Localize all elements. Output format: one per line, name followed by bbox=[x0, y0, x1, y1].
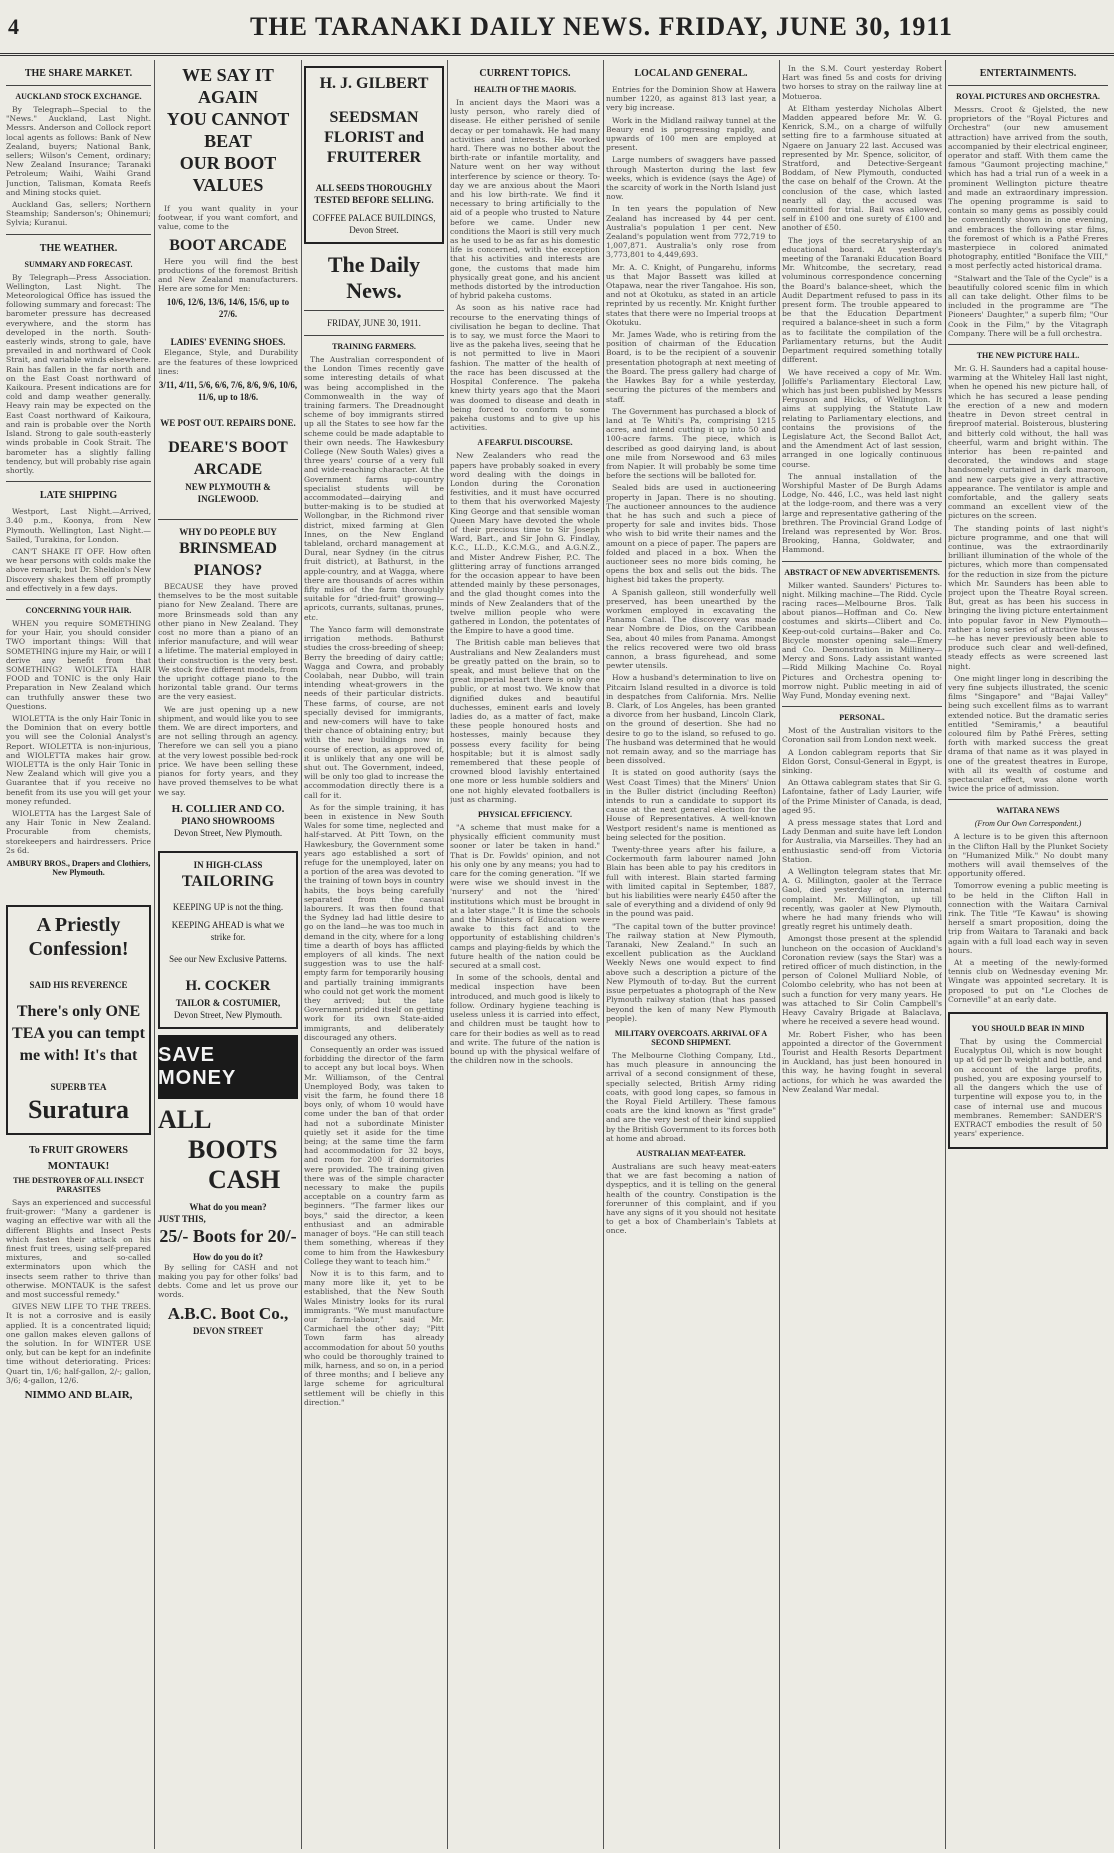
priestly-line1: A Priestly bbox=[36, 914, 121, 937]
say-again: WE SAY IT AGAIN bbox=[182, 65, 274, 107]
abstract-heading: ABSTRACT OF NEW ADVERTISEMENTS. bbox=[784, 567, 940, 577]
column-1: THE SHARE MARKET. AUCKLAND STOCK EXCHANGE. By Telegraph—Special to the "News." Auckland, Last Night. Messrs. Anderson and Collock report local agents as follows: Bank of New Zealand, buyers; National Bank, sellers; Wilson's Cement, ordinary; New Zealand Insurance; Taranaki Petroleum; Waihi, Waihi Grand Junction, Talisman, Komata Reefs and Mining stocks quiet. Auckland Gas, sellers; Northern Steamship; Sanderson's; Ohinemuri; Sylvia; Kuranui. THE WEATHER. SUMMARY AND FORECAST. By Telegraph—Press Association. Wellington, Last Night. The Meteorological Office has issued the following summary and forecast: The barometer pressure has decreased everywhere, and the storm has developed in the north. South-easterly winds, strong to gale, have prevailed in and northward of Cook Strait, and variable winds elsewhere. Rain has fallen in the far north and on the East Coast northward of Kaikoura. Present indications are for cold and damp weather generally. Heavy rain may be expected on the East Coast northward of Kaikoura, and rain is probable over the North Island. Strong to gale south-easterly winds probable in Cook Strait. The barometer has a slightly falling tendency, but will probably rise again shortly. LATE SHIPPING Westport, Last Night.—Arrived, 3.40 p.m., Koonya, from New Plymouth. Wellington, Last Night.—Sailed, Turakina, for London. CAN'T SHAKE IT OFF. How often we hear persons with colds make the above remark; but Dr. Sheldon's New Discovery shakes them off promptly and effectively in a few days. CONCERNING YOUR HAIR. WHEN you require SOMETHING for your Hair, you should consider TWO important things: Will that SOMETHING injure my Hair, or will I derive any benefit from that SOMETHING? WIOLETTA HAIR FOOD and TONIC is the only Hair Preparation in New Zealand which can truthfully answer these two Questions. WIOLETTA is the only Hair Tonic in the Dominion that on every bottle you will see the Colonial Analyst's Report. WIOLETTA is non-injurious, and WIOLETTA makes hair grow. WIOLETTA is the only Hair Tonic in New Zealand which will give you a Guarantee that if you receive no benefit from its use you will get your money refunded. WIOLETTA has the Largest Sale of any Hair Tonic in New Zealand. Procurable from chemists, storekeepers and hairdressers. Price 2s 6d. AMBURY BROS., Drapers and Clothiers, New Plymouth. A Priestly Confession! SAID HIS REVERENCE There's only ONE TEA you can tempt me with! It's that SUPERB TEA Suratura To FRUIT GROWERS MONTAUK! THE DESTROYER OF ALL INSECT PARASITES Says an experienced and successful fruit-grower: "Many a gardener is waging an effective war with all the different Blights and Insect Pests which fasten their attack on his finest fruit trees, using self-prepared mixtures, and so-called exterminators upon which the insects seem rather to thrive than otherwise. MONTAUK is the safest and most successful remedy." GIVES NEW LIFE TO THE TREES. It is not a corrosive and is easily applied. It is a concentrated liquid; one gallon makes eleven gallons of the solution. In for WINTER USE only, but can be kept for an indefinite time without deteriorating. Prices: Quart tin, 1/6; half-gallon, 2/-; gallon, 3/6; 4-gallon, 12/6. NIMMO AND BLAIR, bbox=[6, 68, 151, 1402]
priestly-line2: Confession! bbox=[28, 938, 129, 961]
superb-tea: SUPERB TEA bbox=[50, 1082, 107, 1093]
fearful-heading: A FEARFUL DISCOURSE. bbox=[477, 438, 573, 448]
current-topics-heading: CURRENT TOPICS. bbox=[479, 68, 571, 79]
patterns: See our New Exclusive Patterns. bbox=[169, 953, 287, 964]
ladies-prices: 3/11, 4/11, 5/6, 6/6, 7/6, 8/6, 9/6, 10/6, 11/6, up to 18/6. bbox=[158, 380, 298, 403]
newspaper-title: THE TARANAKI DAILY NEWS. FRIDAY, JUNE 30, 1911 bbox=[250, 12, 953, 41]
price-offer: 25/- Boots for 20/- bbox=[159, 1225, 297, 1246]
save-money-banner: SAVE MONEY bbox=[158, 1035, 298, 1099]
fruit-growers-heading: To FRUIT GROWERS bbox=[29, 1145, 128, 1157]
training-heading: TRAINING FARMERS. bbox=[332, 342, 416, 351]
late-shipping-heading: LATE SHIPPING bbox=[39, 490, 118, 502]
boot-arcade-title: BOOT ARCADE bbox=[169, 236, 287, 254]
gilbert-title: H. J. GILBERT bbox=[319, 75, 429, 92]
suratura-ad bbox=[6, 905, 151, 1135]
what-do-you-mean: What do you mean? bbox=[189, 1201, 267, 1212]
nimmo-blair: NIMMO AND BLAIR, bbox=[24, 1389, 133, 1402]
cocker-title: H. COCKER bbox=[185, 977, 271, 994]
showrooms: PIANO SHOWROOMS bbox=[181, 815, 275, 826]
own-correspondent: (From Our Own Correspondent.) bbox=[974, 819, 1082, 829]
editorial-date: FRIDAY, JUNE 30, 1911. bbox=[327, 318, 421, 328]
column-5: LOCAL AND GENERAL. Entries for the Dominion Show at Hawera number 1220, as against 813 last year, a very big increase. Work in the Midland railway tunnel at the Beaury end is progressing rapidly, and upwards of 100 men are employed at present. Large numbers of swaggers have passed through Masterton during the last few weeks, which is evidence (says the Age) of the scarcity of work in the North Island just now. In ten years the population of New Zealand has increased by 44 per cent. Australia's population 1 per cent. New Zealand's population went from 772,719 to 1,007,871. Australia's only rose from 3,773,801 to 4,449,693. Mr. A. C. Knight, of Pungarehu, informs us that Major Bassett was killed at Otapawa, near the river Tangahoe. His son, and not at Okotuku, as stated in an article reprinted by us recently. Mr. Knight further states that there were no Imperial troops at Okotuku. Mr. James Wade, who is retiring from the position of chairman of the Education Board, is to be the recipient of a souvenir presentation photograph at next meeting of the Board. The press gallery had charge of the Hawkes Bay for a while yesterday, securing the pictures of the members and staff. The Government has purchased a block of land at Te Whiti's Pa, comprising 1215 acres, and intend cutting it up into 50 and 100-acre farms. The piece, which is described as good dairying land, is about one mile from Norsewood and 63 miles from Napier. It will probably be some time before the sections will be balloted for. Sealed bids are used in auctioneering property in Japan. There is no shouting. The auctioneer announces to the audience that he has such and such a piece of property for sale and invites bids. Those who wish to bid write their names and the amount on a piece of paper. The papers are folded and placed in a box. When the auctioneer sees no more bids coming, he opens the box and sells out the bids. The highest bid takes the property. A Spanish galleon, still wonderfully well preserved, has been unearthed by the workmen employed in excavating the Panama Canal. The discovery was made near Nombre de Dios, on the Caribbean Sea, about 40 miles from Panama. Amongst the relics recovered were two old brass cannon, a brass figurehead, and some pewter utensils. How a husband's determination to live on Pitcairn Island resulted in a divorce is told in despatches from California. Mrs. Nellie B. Clark, of Los Angeles, has been granted a divorce from her husband, Lincoln Clark, on the ground of desertion. She had no desire to go to the island, so refused to go. The husband was determined that he would not remain away, and so the marriage has been dissolved. It is stated on good authority (says the West Coast Times) that the Miners' Union in the Buller district (including Reefton) intends to run a candidate to support its cause at the next general election for the House of Representatives. A well-known Westport resident's name is mentioned as being selected for the position. Twenty-three years after his failure, a Cockermouth farm labourer named John Blain has been able to pay his creditors in full with interest. Blain started farming with limited capital in September, 1887, but his liabilities were nearly £450 after the sale of everything and a dividend of only 9d in the pound was paid. "The capital town of the butter province! The railway station at New Plymouth, Taranaki, New Zealand." In such an excellent publication as the Auckland Weekly News one would expect to find above such a description a picture of the New Plymouth of to-day. But the current issue perpetuates a photograph of the New Plymouth railway station (that has passed beyond the ken of many New Plymouth people). MILITARY OVERCOATS. ARRIVAL OF A SECOND SHIPMENT. The Melbourne Clothing Company, Ltd., has much pleasure in announcing the arrival of a second consignment of these, specially selected, British Army riding coats, with good long capes, so famous in the Royal Field Artillery. These famous coats are the kind known as "first grade" and are the very best of their kind supplied by the British Government to its forces both at home and abroad. AUSTRALIAN MEAT-EATER. Australians are such heavy meat-eaters that we are fast becoming a nation of dyspeptics, and it is telling on the general health of the country. Constipation is the forerunner of this complaint, and if you have any signs of it you should not hesitate to get a box of Chamberlain's Tablets at once. bbox=[606, 68, 776, 1236]
tailor-costumier: TAILOR & COSTUMIER, bbox=[175, 997, 281, 1008]
health-maoris-heading: HEALTH OF THE MAORIS. bbox=[474, 85, 576, 94]
gilbert-ad bbox=[304, 66, 444, 244]
column-rule bbox=[154, 60, 155, 1849]
deares-title: DEARE'S BOOT ARCADE bbox=[168, 439, 288, 479]
meat-heading: AUSTRALIAN MEAT-EATER. bbox=[636, 1148, 746, 1158]
share-market-heading: THE SHARE MARKET. bbox=[24, 68, 133, 79]
military-heading: MILITARY OVERCOATS. ARRIVAL OF A SECOND SHIPMENT. bbox=[614, 1028, 768, 1047]
boot-values: OUR BOOT VALUES bbox=[179, 153, 277, 195]
column-7: ENTERTAINMENTS. ROYAL PICTURES AND ORCHESTRA. Messrs. Croot & Gjelsted, the new proprietors of the "Royal Pictures and Orchestra" (our new amusement attraction) have arrived from the south, accompanied by their electrical engineer, operator and staff. With them came the famous "Gaumont projecting machine," which has had a trial run of a week in a prominent Wellington picture theatre and made an extraordinary impression. The opening programme is said to contain so many gems as possibly could be conveniently shown in one evening, and embraces the following star films, the foremost of which is a Pathé Freres masterpiece in colored animated photography, entitled "Boniface the VIII," a most perfectly acted historical drama. "Stalwart and the Tale of the Cycle" is a beautifully colored scenic film in which all can take delight. Other films to be included in the programme are "The Pioneers' Daughter," a superb film; "Our Cook in the Film," by the Vitagraph Company. There will be a full orchestra. THE NEW PICTURE HALL. Mr. G. H. Saunders had a capital house-warming at the Whiteley Hall last night, when he opened his new picture hall, of which he has secured a lease pending the erection of a new and modern theatre in Devon street central in fireproof material. Boisterous, blustering and bitterly cold without, the hall was cheerful, warm and bright within. The interior has been re-painted and decorated, the windows and stage handsomely curtained in dark maroon, and new carpets give a very attractive appearance. The ventilator is ample and comfortable, and the gallery seats command an excellent view of the pictures on the screen. The standing points of last night's picture programme, and one that will continue, was the extraordinarily brilliant illumination of the whole of the pictures, which more than compensated for the reduction in size from the picture which Mr. Saunders has been able to project upon the Theatre Royal screen. But, great as has been his success in bringing the living picture entertainment into popular favor in New Plymouth—rather a long series of attractive houses—he has never previously been able to produce such clear and well-defined, steady effects as were screened last night. One might linger long in describing the very fine subjects illustrated, the scenic films "Singapore" and "Bajai Valley" being such excellent films as to warrant extended notice. But the dramatic series entitled "Semiramis," a beautiful coloured film by Pathé Frères, setting forth with marked success the great drama of that name as it was played in one of the greatest theatres in Europe, with all its wealth of costume and spectacular effect, was alone worth twice the price of admission. WAITARA NEWS (From Our Own Correspondent.) A lecture is to be given this afternoon in the Clifton Hall by the Plunket Society on "Humanized Milk." No doubt many mothers will avail themselves of the opportunity offered. Tomorrow evening a public meeting is to be held in the Clifton Hall in connection with the Waitara Carnival rink. The Title "Te Kawau" is showing herself a smart proposition, doing the trip from Waitara to Taranaki and back again with a full load each way in seven hours. At a meeting of the newly-formed tennis club on Wednesday evening Mr. Wingate was appointed secretary. It is proposed to put on "Le Cloches de Corneville" at an early date. YOU SHOULD BEAR IN MIND That by using the Commercial Eucalyptus Oil, which is now bought up at 6d per lb weight and bottle, and on account of the large profits, pushed, you are exposing yourself to all the dangers which the use of turpentine will expose you to, in the case of internal use and mucous membranes. Remember: SANDER'S EXTRACT embodies the result of 50 years' experience. bbox=[948, 60, 1108, 1849]
column-3: H. J. GILBERT SEEDSMAN FLORIST and FRUITERER ALL SEEDS THOROUGHLY TESTED BEFORE SELLING. COFFEE PALACE BUILDINGS, Devon Street. The Daily News. FRIDAY, JUNE 30, 1911. TRAINING FARMERS. The Australian correspondent of the London Times recently gave some interesting details of what was being accomplished in the Commonwealth in the way of training farmers. The Dreadnought scheme of boy immigrants stirred up all the States to see how far the scheme could be made adaptable to their own needs. The Hawkesbury College (New South Wales) gives a three years' course of a very full and wide-reaching character. At the Government farms up-country specialist students will be accommodated—dairying and butter-making is to be studied at Wollongbar, in the Richmond river district, mixed farming at Glen Innes, on the New England tableland, orchard management at Dural, near Sydney (in the citrus fruit district), at Bathurst, in the apple-country, and at Wagga, where there are thousands of acres within fifty miles of the farm thoroughly suitable for "dried-fruit" growing—apricots, currants, sultanas, prunes, etc. The Yanco farm will demonstrate irrigation methods. Bathurst studies the cross-breeding of sheep; Berry the breeding of dairy cattle; Wagga and Cowra, and probably Coolabah, near Dubbo, will train intending wheat-growers in the needs of their particular districts. These farms, of course, are not specially devised for immigrants, and new-comers will have to take their chance of obtaining entry; but with the new buildings now in course of erection, as approved of, it is unlikely that any one will be shut out. The Government, indeed, will be only too glad to increase the accommodation directly there is a call for it. As for the simple training, it has been in existence in New South Wales for some time, neglected and half-starved. At Pitt Town, on the Hawkesbury, the Government some years ago established a sort of refuge for the unemployed, later on a portion of the area was devoted to the training of town boys in country habits, the boys being carefully separated from the casual labourers. It was then found that the Sydney lad had little desire to go on the land—he was too much in demand in the city, where for a long time a dearth of boys has afflicted employers of all kinds. The next suggestion was to use the half-empty farm for temporarily housing and partially training immigrants who could not get work the moment they arrived; but the late Government prided itself on getting work for its own State-aided immigrants, and deliberately discouraged any others. Consequently an order was issued forbidding the director of the farm to accept any but local boys. When Mr. Williamson, of the Central Unemployed Body, was taken to visit the farm, he found there 18 boys only, of whom 10 would have come under the ban of that order had not a subordinate Minister quietly set it aside for the time being; at the same time the farm had accommodation for 32 boys, and room for 200 if dormitories were provided. The training given there was of the simple character necessary to make the pupils acceptable on a country farm as beginners. "The farmer likes our boys," said the director, a keen enthusiast and an admirable manager of boys. "He can still teach them something, whereas if they come to him from the Hawkesbury College they want to teach him." Now it is to this farm, and to many more like it, yet to be established, that the New South Wales Ministry looks for its rural immigrants. "We must manufacture our farm-labour," said Mr. Carmichael the other day; "Pitt Town farm has already accommodation for about 50 youths who could be thoroughly trained to milk, harness, and so on, in a period of three months; and I believe any large scheme for agricultural settlement will be chiefly in this direction." bbox=[304, 60, 444, 1849]
weather-heading: THE WEATHER. bbox=[39, 242, 118, 254]
column-rule bbox=[603, 60, 604, 1849]
tailoring-intro: IN HIGH-CLASS bbox=[193, 859, 263, 870]
waitara-heading: WAITARA NEWS bbox=[996, 806, 1060, 816]
all-text: ALL bbox=[158, 1104, 212, 1134]
cash-text: CASH bbox=[208, 1164, 281, 1194]
local-general-heading: LOCAL AND GENERAL. bbox=[634, 68, 748, 79]
collier-address: Devon Street, New Plymouth. bbox=[173, 827, 283, 838]
one-tea-text: There's only ONE TEA you can tempt me with! It's that bbox=[12, 1003, 145, 1065]
why-buy: WHY DO PEOPLE BUY bbox=[179, 527, 277, 538]
column-4: CURRENT TOPICS. HEALTH OF THE MAORIS. In ancient days the Maori was a lusty person, who rarely died of disease. He either perished of senile decay or per tomahawk. He had many activities and interests. He worked hard. There was no bother about the birth-rate or infantile mortality, and Nature went on her way without interference by science or theory. To-day we are anxious about the Maori and his low birth-rate. We find it necessary to bring artificially to the aid of a people who trusted to Nature before we came. Under new conditions the Maori is still very much as he used to be as far as his domestic life is concerned, with the exception that his activities and interests are gone, the customs that made him physically great gone, and his ancient methods distorted by the introduction of hybrid pakeha customs. As soon as his native race had recourse to the enervating things of civilisation he began to decline. That is to say, we must force the Maori to live as the pakeha lives, seeing that he is not permitted to live in Maori fashion. The matter of the health of the race has been discussed at the Hospital Conference. The pakeha knew thirty years ago that the Maori was doomed to disease and death in being forced to conform to some pakeha customs and to give up his activities. A FEARFUL DISCOURSE. New Zealanders who read the papers have probably soaked in every word dealing with the doings in London during the Coronation festivities, and it must have occurred to them that his overworked Majesty King George and that sensible woman Queen Mary have devoted the whole of their precious time to Sir Joseph Ward, Bart., and Sir John G. Findlay, K.C., LL.D., K.C.M.G., and A.G.N.Z., and Mister Andrew Fisher, P.C. The glittering array of functions arranged for the occasion appear to have been attended mainly by these personages, and the glad thought comes into the minds of New Zealanders that of the twelve million people who were gathered in London, the potentates of the Empire to have a good time. The British cable man believes that Australians and New Zealanders must be greatly patted on the brain, so to speak, and must believe that on the great imperial heart there is only one public, or at most two. We know that dignified dukes and beautiful duchesses, eminent earls and lovely ladies do, as a matter of fact, make these people honoured hosts and hostesses, mainly because they possess every facility for being hospitable; but it is almost sadly remembered that these people of crowned blood lavishly entertained one more or less humble soldiers and one not highly elevated footballers is just as charming. PHYSICAL EFFICIENCY. "A scheme that must make for a physically efficient community must sooner or later be taken in hand." That is Dr. Fowlds' opinion, and not his only one by any means; you had to care for the coming generation. "If we were wise we should invest in the 'nursery' and not the 'hired' institutions which must be brought in at a later stage." It is time the schools and the Ministers of Education were awake to this fact and to the opportunity of establishing children's camps and playing-fields by which the future health of the nation could be secured at a small cost. In some of the schools, dental and medical inspection have been introduced, and much good is likely to follow. Ordinary hygiene teaching is useless unless it is carried into effect, and children must be taught how to care for their bodies as well as to read and write. The future of the nation is bound up with the physical welfare of the children now in the schools. bbox=[450, 68, 600, 1066]
page-number: 4 bbox=[8, 14, 19, 39]
abc-boot-title: A.B.C. Boot Co., bbox=[167, 1303, 289, 1323]
said-his-reverence: SAID HIS REVERENCE bbox=[29, 980, 128, 991]
cocker-address: Devon Street, New Plymouth. bbox=[173, 1009, 283, 1020]
royal-pictures-heading: ROYAL PICTURES AND ORCHESTRA. bbox=[956, 92, 1100, 101]
cocker-ad bbox=[158, 851, 298, 1029]
column-2: WE SAY IT AGAIN YOU CANNOT BEAT OUR BOOT VALUES If you want quality in your footwear, if you want comfort, and value, come to the BOOT ARCADE Here you will find the best productions of the foremost British and New Zealand manufacturers. Here are some for Men: 10/6, 12/6, 13/6, 14/6, 15/6, up to 27/6. LADIES' EVENING SHOES. Elegance, Style, and Durability are the features of these lowpriced lines: 3/11, 4/11, 5/6, 6/6, 7/6, 8/6, 9/6, 10/6, 11/6, up to 18/6. WE POST OUT. REPAIRS DONE. DEARE'S BOOT ARCADE NEW PLYMOUTH & INGLEWOOD. WHY DO PEOPLE BUY BRINSMEAD PIANOS? BECAUSE they have proved themselves to be the most suitable piano for New Zealand. There are more Brinsmeads sold than any other piano in New Zealand. They cost no more than a piano of an inferior manufacture, and will wear a lifetime. The material employed in their construction is the very best. We stock five different models, from the upright cottage piano to the horizontal table grand. Our terms are the very easiest. We are just opening up a new shipment, and would like you to see them. We are direct importers, and are not selling through an agency. Therefore we can sell you a piano at the very lowest possible bed-rock price. We have been selling these pianos for forty years, and they have proved themselves to be what we say. H. COLLIER AND CO. PIANO SHOWROOMS Devon Street, New Plymouth. IN HIGH-CLASS TAILORING KEEPING UP is not the thing. KEEPING AHEAD is what we strike for. See our New Exclusive Patterns. H. COCKER TAILOR & COSTUMIER, Devon Street, New Plymouth. SAVE MONEY ALL BOOTS CASH What do you mean? JUST THIS, 25/- Boots for 20/- How do you do it? By selling for CASH and not making you pay for other folks' bad debts. Come and let us prove our words. A.B.C. Boot Co., DEVON STREET bbox=[158, 65, 298, 1336]
column-rule bbox=[447, 60, 448, 1849]
column-6: In the S.M. Court yesterday Robert Hart was fined 5s and costs for driving two horses to stray on the railway line at Motueroa. At Eltham yesterday Nicholas Albert Madden appeared before Mr. W. G. Kenrick, S.M., on a charge of wilfully setting fire to a farmhouse situated at Ngaere on January 22 last. Accused was represented by Mr. Spence, solicitor, of Stratford, and Detective-Sergeant Boddam, of New Plymouth, conducted the case on behalf of the Crown. At the conclusion of the case, which lasted nearly all day, the accused was committed for trial. Bail was allowed, self in £100 and one surety of £100 and another of £50. The joys of the secretaryship of an educational board. At yesterday's meeting of the Taranaki Education Board Mr. Whitcombe, the secretary, read voluminous correspondence concerning the Board's balance-sheet, which the Audit Department refused to pass in its present form. The trouble appeared to be that the Education Department required a balance-sheet in such a form as to facilitate the compilation of the Parliamentary returns, but the Audit Department required something totally different. We have received a copy of Mr. Wm. Jolliffe's Parliamentary Electoral Law, which has just been published by Messrs Ferguson and Hicks, of Wellington. It aims at supplying the Statute Law relating to Parliamentary elections, and contains the provisions of the Legislature Act, the Second Ballot Act, and the Amendment Act of last session, arranged in one logically continuous course. The annual installation of the Worshipful Master of De Burgh Adams Lodge, No. 446, I.C., was held last night at the lodge-room, and there was a very large and representative gathering of the brethren. The Provincial Grand Lodge of Ireland was represented by Wor. Bros. Brooking, Hanna, Goldwater, and Hammond. ABSTRACT OF NEW ADVERTISEMENTS. Milker wanted. Saunders' Pictures to-night. Milking machine—The Ridd. Cycle racing races—Melbourne Bros. Talk about pianos—Hoffman and Co. New costumes and skirts—Clibert and Co. Keep-out-cold curtains—Baker and Co. Bicycle monster opening sale—Emery and Co. Demonstration in Millinery—Mercy and Sons. Lady assistant wanted—Ridd Milking Machine Co. Royal Pictures and Orchestra opening to-morrow night. Public meeting in aid of Way Fund, Monday evening next. PERSONAL. Most of the Australian visitors to the Coronation sail from London next week. A London cablegram reports that Sir Eldon Gorst, Consul-General in Egypt, is sinking. An Ottawa cablegram states that Sir G. Lafontaine, father of Lady Laurier, wife of the Prime Minister of Canada, is dead, aged 95. A press message states that Lord and Lady Denman and suite have left London for Australia, via Marseilles. They had an enthusiastic send-off from Victoria Station. A Wellington telegram states that Mr. A. G. Millington, gaoler at the Terrace Gaol, died yesterday of an internal complaint. Mr. Millington, up till recently, was gaoler at New Plymouth, where he had many friends who will greatly regret his untimely death. Amongst those present at the splendid luncheon on the occasion of Auckland's Coronation review (says the Star) was a retired officer of much distinction, in the person of Colonel Mulliard Noble, of Colombo celebrity, who has not been at such a function for very many years. He was attached to Sir Colin Campbell's Heavy Cavalry Brigade at Balaclava, where he received a severe head wound. Mr. Robert Fisher, who has been appointed a director of the Government Tourist and Health Resorts Department in Auckland, has just been honoured in this way, he having fought in several actions, for which he was awarded the New Zealand War medal. bbox=[782, 64, 942, 1094]
coffee-palace: COFFEE PALACE BUILDINGS, Devon Street. bbox=[312, 213, 436, 235]
men-prices: 10/6, 12/6, 13/6, 14/6, 15/6, up to 27/6. bbox=[166, 297, 290, 320]
deares-sub: NEW PLYMOUTH & INGLEWOOD. bbox=[185, 482, 271, 505]
keeping-ahead: KEEPING AHEAD is what we strike for. bbox=[171, 919, 285, 942]
entertainments-heading: ENTERTAINMENTS. bbox=[979, 68, 1077, 79]
just-this: JUST THIS, bbox=[158, 1213, 206, 1224]
masthead bbox=[0, 0, 1114, 56]
keeping-up: KEEPING UP is not the thing. bbox=[172, 901, 284, 912]
all-seeds: ALL SEEDS THOROUGHLY TESTED BEFORE SELLING. bbox=[314, 183, 434, 205]
column-rule bbox=[945, 60, 946, 1849]
ladies-heading: LADIES' EVENING SHOES. bbox=[170, 337, 286, 348]
how-do-you: How do you do it? bbox=[192, 1251, 263, 1262]
daily-news-title: The Daily News. bbox=[327, 252, 421, 303]
abc-address: DEVON STREET bbox=[192, 1325, 264, 1336]
auckland-heading: AUCKLAND STOCK EXCHANGE. bbox=[15, 92, 142, 101]
bear-in-mind-ad: YOU SHOULD BEAR IN MIND That by using the Commercial Eucalyptus Oil, which is now bought up at 6d per lb weight and bottle, and on account of the large profits, pushed, you are exposing yourself to all the dangers which the use of turpentine will expose you to, in the case of internal use and mucous membranes. Remember: SANDER'S EXTRACT embodies the result of 50 years' experience. bbox=[948, 1012, 1108, 1149]
bear-heading: YOU SHOULD BEAR IN MIND bbox=[971, 1024, 1085, 1034]
boots-text: BOOTS bbox=[188, 1134, 278, 1164]
seedsman-text: SEEDSMAN FLORIST and FRUITERER bbox=[324, 109, 424, 166]
hair-heading: CONCERNING YOUR HAIR. bbox=[25, 605, 132, 615]
brinsmead-title: BRINSMEAD PIANOS? bbox=[179, 540, 277, 580]
suratura-logo: Suratura bbox=[27, 1095, 130, 1125]
forecast-heading: SUMMARY AND FORECAST. bbox=[24, 259, 133, 269]
tailoring-title: TAILORING bbox=[181, 872, 275, 890]
physical-heading: PHYSICAL EFFICIENCY. bbox=[478, 810, 572, 820]
cannot-beat: YOU CANNOT BEAT bbox=[166, 109, 290, 151]
amburys-ad: AMBURY BROS., Drapers and Clothiers, New Plymouth. bbox=[6, 859, 151, 878]
collier-title: H. COLLIER AND CO. bbox=[171, 802, 285, 815]
personal-heading: PERSONAL. bbox=[839, 713, 885, 723]
montauk-heading: MONTAUK! bbox=[47, 1160, 110, 1173]
montauk-sub: THE DESTROYER OF ALL INSECT PARASITES bbox=[13, 1176, 144, 1195]
we-post-out: WE POST OUT. REPAIRS DONE. bbox=[160, 418, 296, 429]
column-rule bbox=[301, 60, 302, 1849]
column-rule bbox=[779, 60, 780, 1849]
picture-hall-heading: THE NEW PICTURE HALL. bbox=[976, 351, 1080, 361]
